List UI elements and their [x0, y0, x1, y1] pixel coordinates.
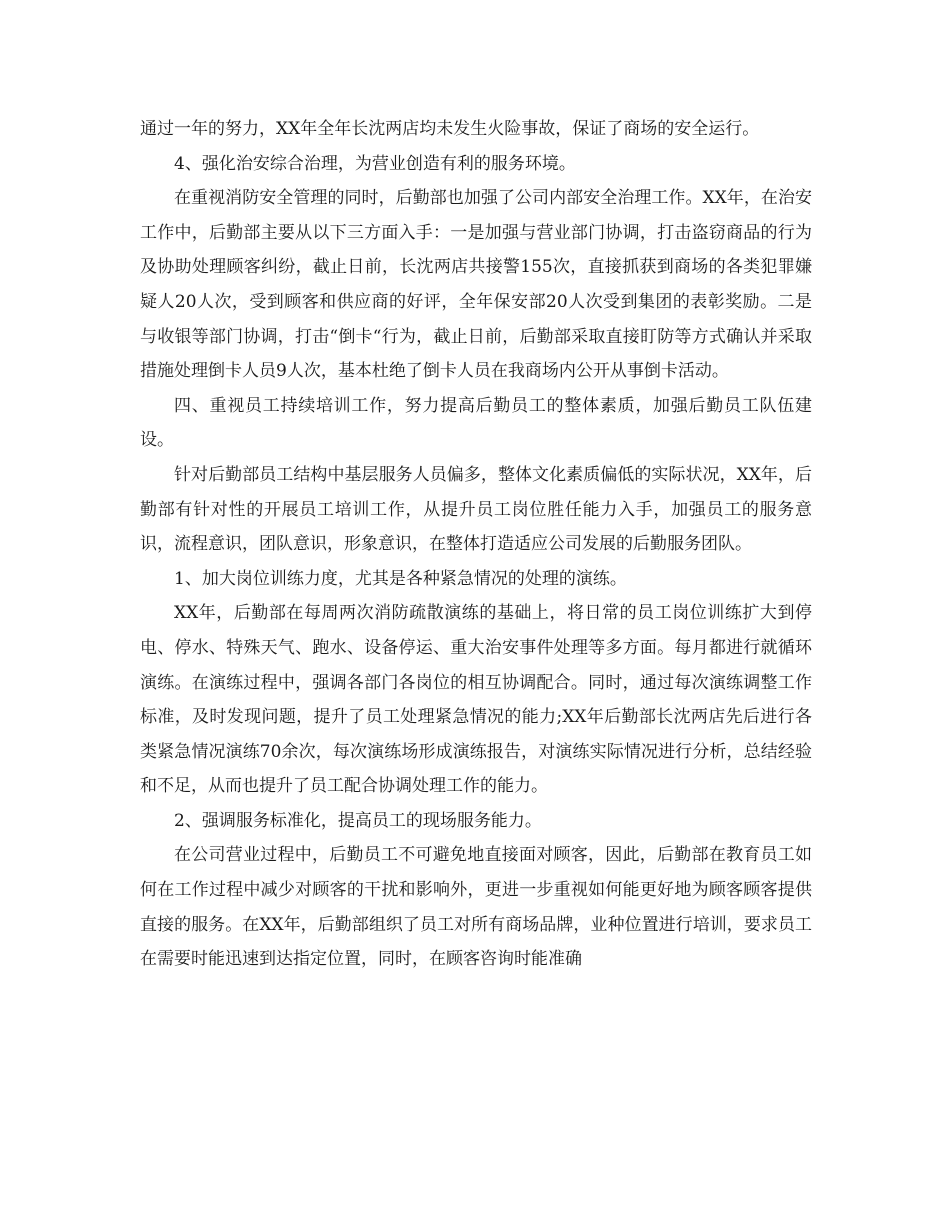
- document-body: [140, 112, 812, 977]
- paragraph-8: 2、强调服务标准化，提高员工的现场服务能力。: [174, 810, 542, 831]
- paragraph-3: 在重视消防安全管理的同时，后勤部也加强了公司内部安全治理工作。XX年，在治安工作中，后勤部主要从以下三方面入手：一是加强与营业部门协调，打击盗窃商品的行为及协助处理顾客纠纷，截止日前，长沈两店共接警155次，直接抓获到商场的各类犯罪嫌疑人20人次，受到顾客和供应商的好评，全年保安部20人次受到集团的表彰奖励。二是与收银等部门协调，打击“倒卡“行为，截止日前，后勤部采取直接盯防等方式确认并采取措施处理倒卡人员9人次，基本杜绝了倒卡人员在我商场内公开从事倒卡活动。: [140, 188, 812, 382]
- paragraph-2: 4、强化治安综合治理，为营业创造有利的服务环境。: [174, 153, 576, 174]
- paragraph-4: 四、重视员工持续培训工作，努力提高后勤员工的整体素质，加强后勤员工队伍建设。: [140, 395, 812, 451]
- paragraph-9: 在公司营业过程中，后勤员工不可避免地直接面对顾客，因此，后勤部在教育员工如何在工作过程中减少对顾客的干扰和影响外，更进一步重视如何能更好地为顾客顾客提供直接的服务。在XX年，后勤部组织了员工对所有商场品牌，业种位置进行培训，要求员工在需要时能迅速到达指定位置，同时，在顾客咨询时能准确: [140, 845, 812, 970]
- paragraph-1: 通过一年的努力，XX年全年长沈两店均未发生火险事故，保证了商场的安全运行。: [140, 119, 760, 139]
- paragraph-7: XX年，后勤部在每周两次消防疏散演练的基础上，将日常的员工岗位训练扩大到停电、停水、特殊天气、跑水、设备停运、重大治安事件处理等多方面。每月都进行就循环演练。在演练过程中，强调各部门各岗位的相互协调配合。同时，通过每次演练调整工作标准，及时发现问题，提升了员工处理紧急情况的能力;XX年后勤部长沈两店先后进行各类紧急情况演练70余次，每次演练场形成演练报告，对演练实际情况进行分析，总结经验和不足，从而也提升了员工配合协调处理工作的能力。: [140, 603, 812, 797]
- paragraph-6: 1、加大岗位训练力度，尤其是各种紧急情况的处理的演练。: [174, 568, 627, 589]
- paragraph-5: 针对后勤部员工结构中基层服务人员偏多，整体文化素质偏低的实际状况，XX年，后勤部有针对性的开展员工培训工作，从提升员工岗位胜任能力入手，加强员工的服务意识，流程意识，团队意识，形象意识，在整体打造适应公司发展的后勤服务团队。: [140, 464, 812, 555]
